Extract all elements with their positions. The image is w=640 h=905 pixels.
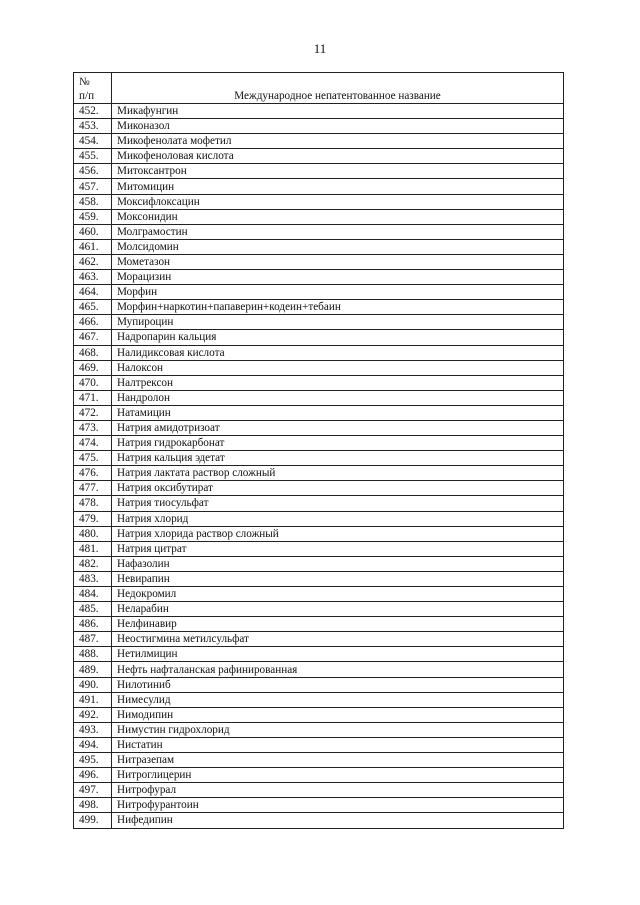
row-number: 490.	[74, 677, 112, 692]
row-number: 486.	[74, 617, 112, 632]
table-row	[74, 798, 564, 813]
row-number: 452.	[74, 104, 112, 119]
row-number: 482.	[74, 556, 112, 571]
drug-name: Неостигмина метилсульфат	[112, 632, 564, 647]
drug-name: Молсидомин	[112, 239, 564, 254]
table-body	[74, 104, 564, 829]
row-number: 480.	[74, 526, 112, 541]
table-row	[74, 556, 564, 571]
row-number: 477.	[74, 481, 112, 496]
drug-name: Натрия оксибутират	[112, 481, 564, 496]
table-row	[74, 571, 564, 586]
table-row	[74, 134, 564, 149]
column-header-name: Международное непатентованное название	[112, 73, 564, 104]
drug-name: Нафазолин	[112, 556, 564, 571]
table-row	[74, 783, 564, 798]
row-number: 474.	[74, 436, 112, 451]
row-number: 497.	[74, 783, 112, 798]
row-number: 488.	[74, 647, 112, 662]
table-row	[74, 420, 564, 435]
row-number: 460.	[74, 224, 112, 239]
table-row	[74, 813, 564, 828]
row-number: 479.	[74, 511, 112, 526]
table-row	[74, 179, 564, 194]
row-number: 471.	[74, 390, 112, 405]
drug-name: Натрия амидотризоат	[112, 420, 564, 435]
drug-name: Нефть нафталанская рафинированная	[112, 662, 564, 677]
table-row	[74, 104, 564, 119]
row-number: 457.	[74, 179, 112, 194]
drug-name: Натрия гидрокарбонат	[112, 436, 564, 451]
drug-name: Нистатин	[112, 737, 564, 752]
table-row	[74, 677, 564, 692]
row-number: 478.	[74, 496, 112, 511]
row-number: 464.	[74, 285, 112, 300]
row-number: 463.	[74, 270, 112, 285]
drug-name: Морфин+наркотин+папаверин+кодеин+тебаин	[112, 300, 564, 315]
drug-name: Моксифлоксацин	[112, 194, 564, 209]
row-number: 453.	[74, 119, 112, 134]
drug-name: Неларабин	[112, 602, 564, 617]
drug-name: Натамицин	[112, 405, 564, 420]
drug-name: Натрия цитрат	[112, 541, 564, 556]
drug-name: Мометазон	[112, 254, 564, 269]
row-number: 498.	[74, 798, 112, 813]
drug-name: Нелфинавир	[112, 617, 564, 632]
drug-name: Миконазол	[112, 119, 564, 134]
row-number: 491.	[74, 692, 112, 707]
drug-name: Микафунгин	[112, 104, 564, 119]
drug-name: Надропарин кальция	[112, 330, 564, 345]
table-row	[74, 466, 564, 481]
drug-name: Нифедипин	[112, 813, 564, 828]
drug-name: Нимустин гидрохлорид	[112, 722, 564, 737]
row-number: 456.	[74, 164, 112, 179]
drug-name: Нилотиниб	[112, 677, 564, 692]
row-number: 493.	[74, 722, 112, 737]
table-row	[74, 541, 564, 556]
drug-name: Натрия лактата раствор сложный	[112, 466, 564, 481]
table-row	[74, 194, 564, 209]
drug-name: Нитрофурантоин	[112, 798, 564, 813]
table-row	[74, 662, 564, 677]
drug-name: Мупироцин	[112, 315, 564, 330]
table-row	[74, 390, 564, 405]
table-row	[74, 707, 564, 722]
drug-name: Невирапин	[112, 571, 564, 586]
row-number: 499.	[74, 813, 112, 828]
table-row	[74, 768, 564, 783]
row-number: 462.	[74, 254, 112, 269]
row-number: 465.	[74, 300, 112, 315]
drug-name: Нимодипин	[112, 707, 564, 722]
table-row	[74, 451, 564, 466]
drug-name: Налидиксовая кислота	[112, 345, 564, 360]
column-header-number-symbol: №	[79, 76, 90, 88]
drug-name: Натрия хлорида раствор сложный	[112, 526, 564, 541]
row-number: 494.	[74, 737, 112, 752]
row-number: 495.	[74, 753, 112, 768]
table-row	[74, 300, 564, 315]
table-row	[74, 315, 564, 330]
drug-name: Митоксантрон	[112, 164, 564, 179]
drug-name: Налтрексон	[112, 375, 564, 390]
drug-name: Микофенолата мофетил	[112, 134, 564, 149]
drug-name: Нитразепам	[112, 753, 564, 768]
row-number: 496.	[74, 768, 112, 783]
row-number: 454.	[74, 134, 112, 149]
drug-name: Микофеноловая кислота	[112, 149, 564, 164]
column-header-number	[74, 73, 112, 104]
row-number: 485.	[74, 602, 112, 617]
table-row	[74, 405, 564, 420]
table-row	[74, 345, 564, 360]
drug-name: Налоксон	[112, 360, 564, 375]
row-number: 481.	[74, 541, 112, 556]
table-row	[74, 526, 564, 541]
table-row	[74, 737, 564, 752]
row-number: 455.	[74, 149, 112, 164]
row-number: 468.	[74, 345, 112, 360]
table-row	[74, 285, 564, 300]
row-number: 458.	[74, 194, 112, 209]
drug-name: Нимесулид	[112, 692, 564, 707]
table-row	[74, 587, 564, 602]
table-row	[74, 511, 564, 526]
table-row	[74, 375, 564, 390]
table-header	[74, 73, 564, 104]
column-header-number-abbrev: п/п	[79, 90, 95, 102]
row-number: 461.	[74, 239, 112, 254]
row-number: 487.	[74, 632, 112, 647]
drug-table	[73, 72, 564, 829]
drug-name: Натрия кальция эдетат	[112, 451, 564, 466]
drug-name: Нандролон	[112, 390, 564, 405]
table-row	[74, 360, 564, 375]
drug-name: Молграмостин	[112, 224, 564, 239]
row-number: 492.	[74, 707, 112, 722]
page-number: 11	[313, 41, 327, 56]
row-number: 470.	[74, 375, 112, 390]
row-number: 483.	[74, 571, 112, 586]
table-row	[74, 270, 564, 285]
table-row	[74, 496, 564, 511]
row-number: 489.	[74, 662, 112, 677]
table-row	[74, 224, 564, 239]
table-row	[74, 330, 564, 345]
row-number: 469.	[74, 360, 112, 375]
row-number: 467.	[74, 330, 112, 345]
row-number: 475.	[74, 451, 112, 466]
table-row	[74, 632, 564, 647]
drug-name: Митомицин	[112, 179, 564, 194]
table-header-row	[74, 73, 564, 104]
row-number: 476.	[74, 466, 112, 481]
drug-name: Натрия хлорид	[112, 511, 564, 526]
drug-name: Моксонидин	[112, 209, 564, 224]
table-row	[74, 119, 564, 134]
table-row	[74, 617, 564, 632]
drug-name: Недокромил	[112, 587, 564, 602]
table-row	[74, 436, 564, 451]
row-number: 466.	[74, 315, 112, 330]
drug-name: Нитрофурал	[112, 783, 564, 798]
drug-name: Морацизин	[112, 270, 564, 285]
table-row	[74, 149, 564, 164]
table-row	[74, 602, 564, 617]
table-row	[74, 164, 564, 179]
row-number: 484.	[74, 587, 112, 602]
table-row	[74, 692, 564, 707]
table-row	[74, 647, 564, 662]
row-number: 473.	[74, 420, 112, 435]
drug-name: Нитроглицерин	[112, 768, 564, 783]
table-row	[74, 239, 564, 254]
table-row	[74, 722, 564, 737]
table-row	[74, 209, 564, 224]
row-number: 459.	[74, 209, 112, 224]
table-row	[74, 753, 564, 768]
row-number: 472.	[74, 405, 112, 420]
table-row	[74, 481, 564, 496]
drug-name: Натрия тиосульфат	[112, 496, 564, 511]
drug-name: Нетилмицин	[112, 647, 564, 662]
table-row	[74, 254, 564, 269]
drug-name: Морфин	[112, 285, 564, 300]
